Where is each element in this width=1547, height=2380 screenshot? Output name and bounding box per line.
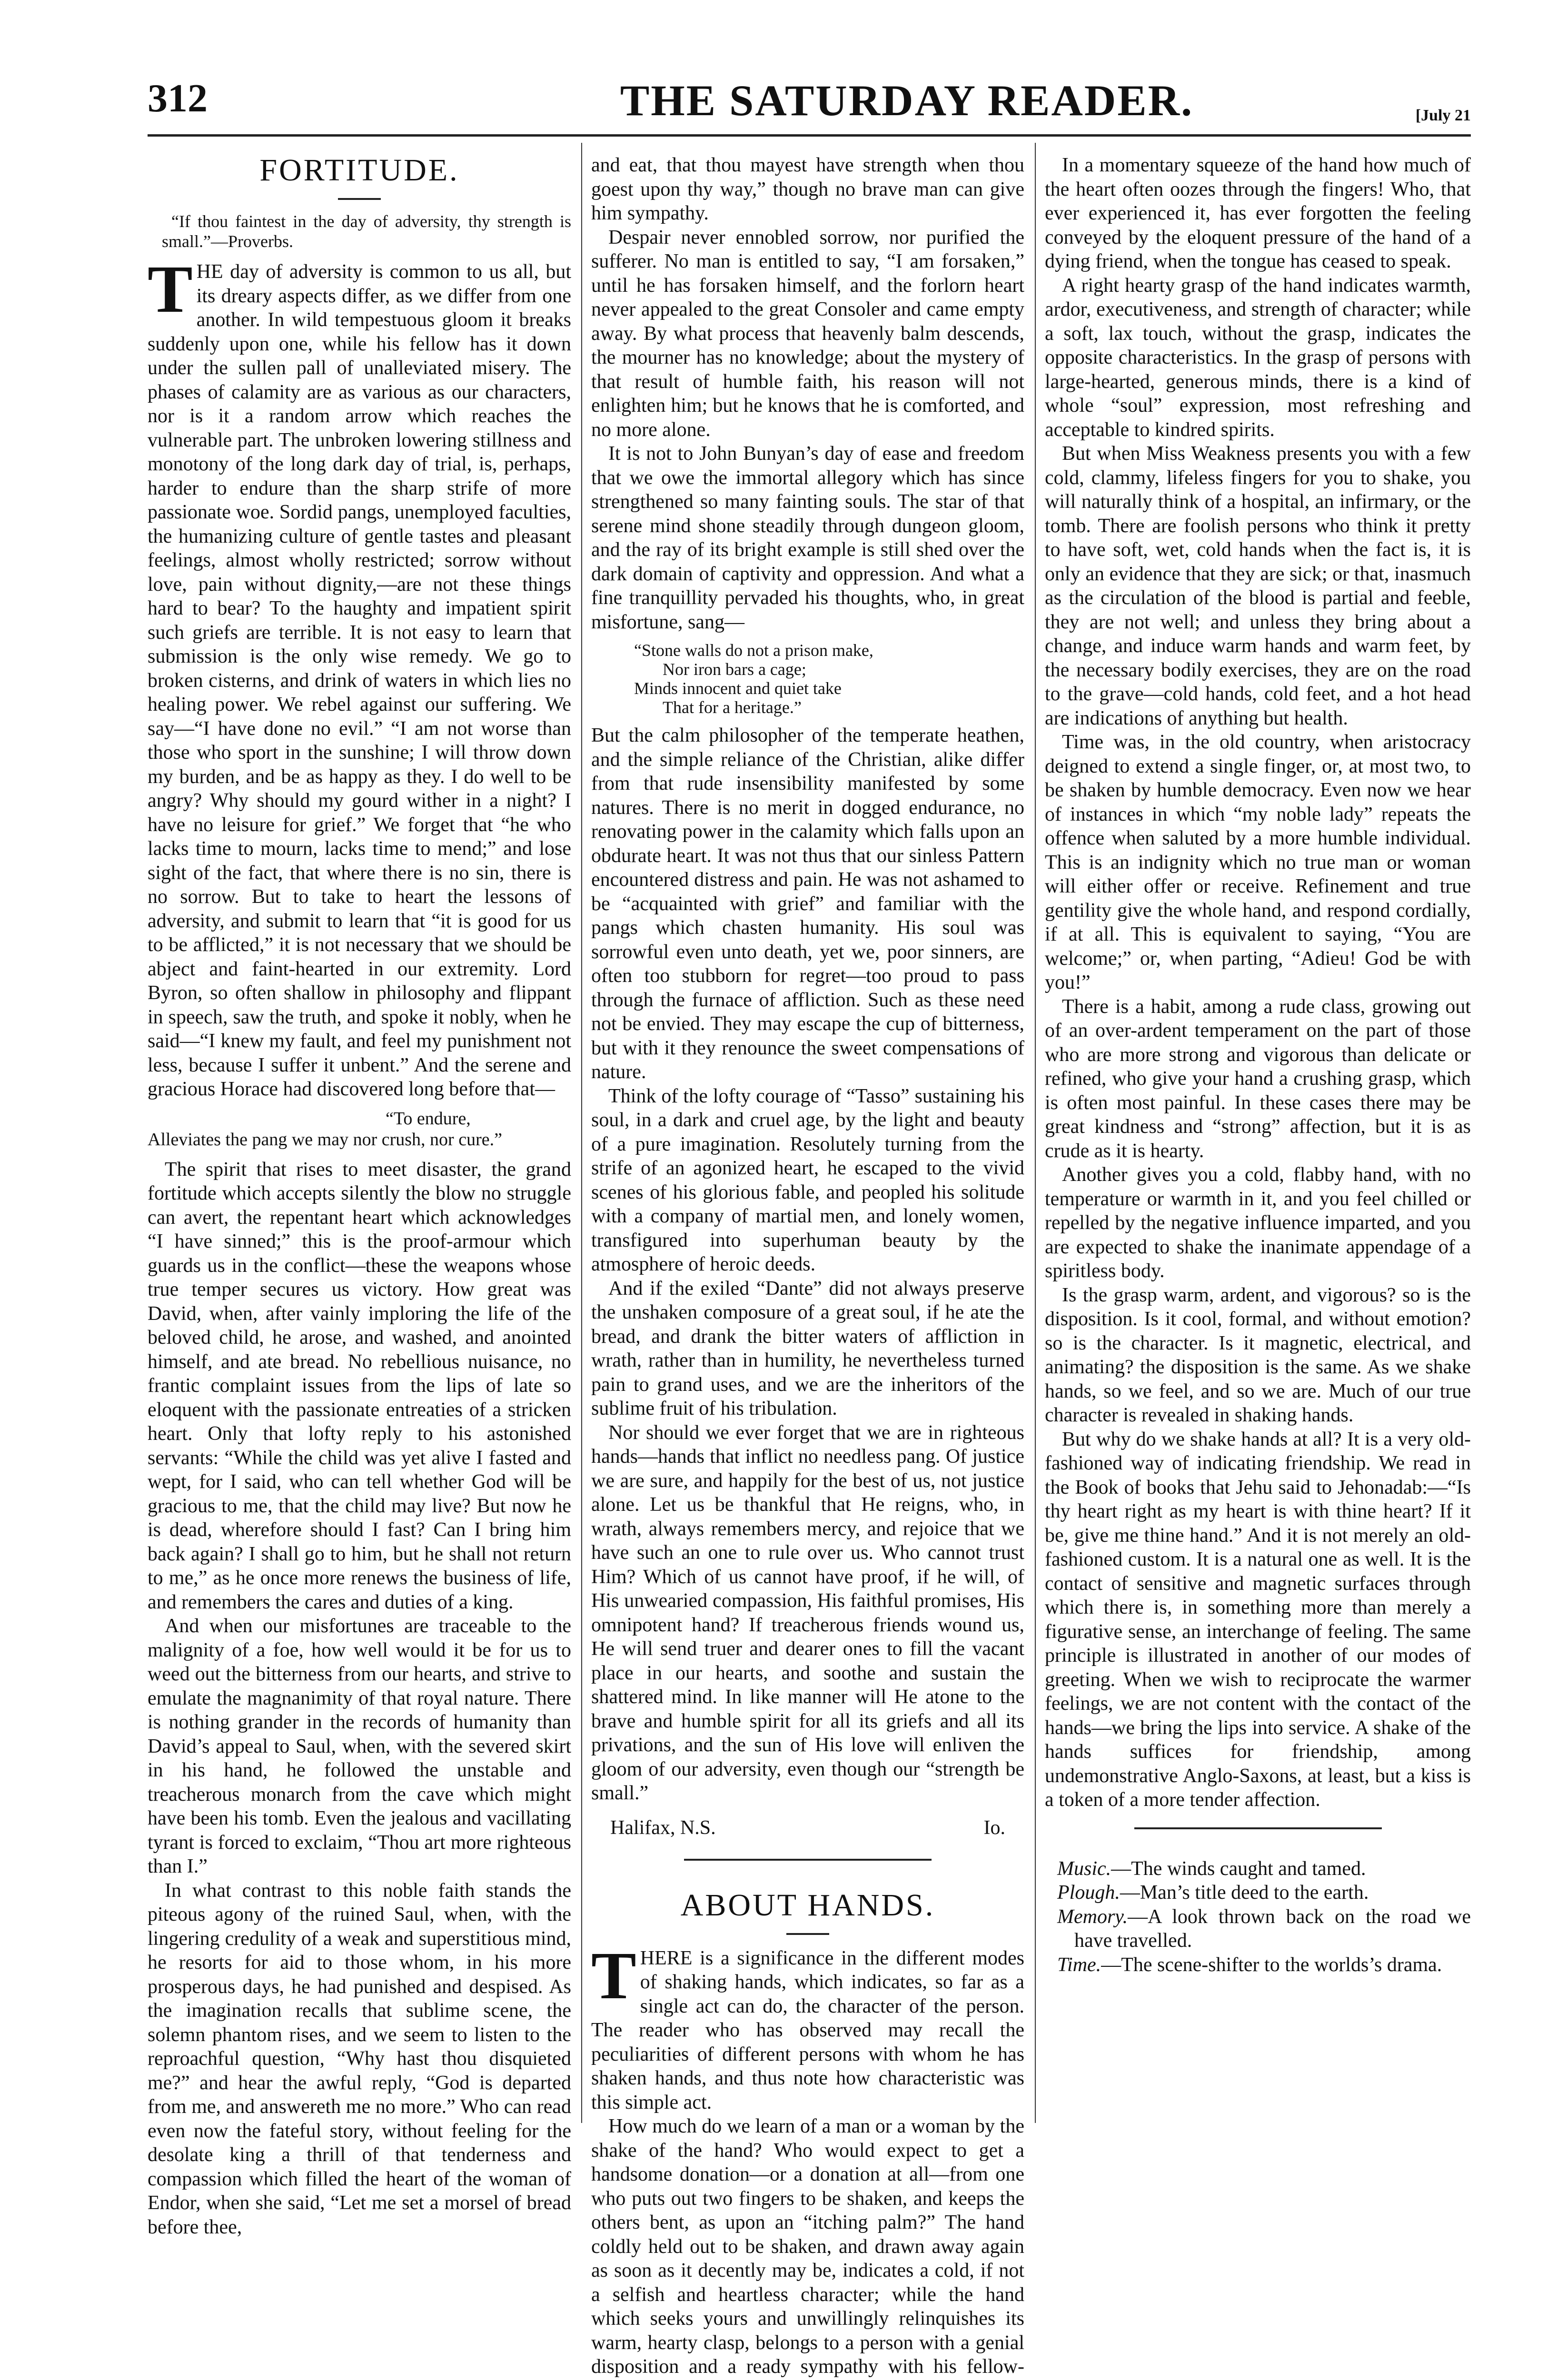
article-paragraph: But the calm philosopher of the temperate heathen, and the simple reliance of the Christian, alike differ from that rude insensibility manifested by some natures. There is no merit in dogged endurance, no renovating power in the calamity which falls upon an obdurate heart. It was not thus that our sinless Pattern encountered distress and pain. He was not ashamed to be “acquainted with grief” and familiar with the pangs which chasten humanity. His soul was sorrowful even unto death, yet we, poor sinners, are often too stubborn for regret—too proud to pass through the furnace of affliction. Such as these need not be envied. They may escape the cup of bitterness, but with it they renounce the sweet compensations of nature. bbox=[591, 724, 1024, 1083]
definition-term: Memory. bbox=[1057, 1905, 1128, 1928]
article-paragraph: THERE is a significance in the different modes of shaking hands, which indicates, so far as a single act can do, the character of the person. The reader who has observed may recall the peculiarities of different persons with whom he has shaken hands, and thus note how characteristic was this simple act. bbox=[591, 1937, 1024, 2113]
title-rule bbox=[786, 1933, 829, 1935]
drop-cap: T bbox=[591, 1937, 636, 2013]
quote-bunyan bbox=[634, 641, 1024, 717]
column-2 bbox=[591, 153, 1024, 2378]
column-separator bbox=[1035, 143, 1036, 2123]
definition-text: —Man’s title deed to the earth. bbox=[1120, 1882, 1369, 1904]
definition-text: —A look thrown back on the road we have travelled. bbox=[1074, 1905, 1471, 1952]
definition-item bbox=[1045, 1881, 1471, 1905]
column-1 bbox=[148, 153, 571, 2238]
article-paragraph: It is not to John Bunyan’s day of ease and freedom that we owe the immortal allegory which has since strengthened so many fainting souls. The star of that serene mind shone steadily through dungeon gloom, and the ray of its bright example is still shed over the dark domain of captivity and oppression. And what a fine tranquillity pervaded his thoughts, who, in great misfortune, sang— bbox=[591, 443, 1024, 633]
definition-text: —The winds caught and tamed. bbox=[1111, 1857, 1366, 1880]
article-paragraph: The spirit that rises to meet disaster, the grand fortitude which accepts silently the blow no struggle can avert, the repentant heart which acknowledges “I have sinned;” this is the proof-armour which guards us in the conflict—these the weapons whose true temper secures us victory. How great was David, when, after vainly imploring the life of the beloved child, he arose, and washed, and anointed himself, and ate bread. No rebellious nuisance, no frantic complaint issues from the lips of late so eloquent with the passionate entreaties of a stricken heart. Only that lofty reply to his astonished servants: “While the child was yet alive I fasted and wept, for I said, who can tell whether God will be gracious to me, that the child may live? But now he is dead, wherefore should I fast? Can I bring him back again? I shall go to him, but he shall not return to me,” as he once more renews the business of life, and remembers the cares and duties of a king. bbox=[148, 1158, 571, 1613]
definition-term: Time. bbox=[1057, 1954, 1101, 1976]
article-paragraph: But when Miss Weakness presents you with a few cold, clammy, lifeless fingers for you to shake, you will naturally think of a hospital, an infirmary, or the tomb. There are foolish persons who think it pretty to have soft, wet, cold hands when the fact is, it is only an evidence that they are sick; or that, inasmuch as the circulation of the blood is partial and feeble, they are not well; and unless they bring about a change, and induce warm hands and warm feet, by the necessary bodily exercises, they are on the road to the grave—cold hands, cold feet, and a hot head are indications of anything but health. bbox=[1045, 443, 1471, 729]
quote-line: Nor iron bars a cage; bbox=[663, 660, 806, 679]
definitions-list bbox=[1045, 1857, 1471, 1977]
quote-horace bbox=[148, 1108, 571, 1150]
quote-line: That for a heritage.” bbox=[663, 698, 802, 717]
article-paragraph: How much do we learn of a man or a woman by the shake of the hand? Who would expect to get a handsome donation—or a donation at all—from one who puts out two fingers to be shaken, and keeps the others bent, as upon an “itching palm?” The hand coldly held out to be shaken, and drawn away again as soon as it decently may be, indicates a cold, if not a selfish and heartless character; while the hand which seeks yours and unwillingly relinquishes its warm, hearty clasp, belongs to a person with a genial disposition and a ready sympathy with his fellow- bbox=[591, 2115, 1024, 2378]
epigraph: “If thou faintest in the day of adversity, thy strength is small.”—Proverbs. bbox=[162, 212, 571, 251]
drop-cap: T bbox=[148, 251, 193, 327]
definition-term: Music. bbox=[1057, 1857, 1111, 1880]
masthead-title: THE SATURDAY READER. bbox=[620, 76, 1194, 125]
article-paragraph: There is a habit, among a rude class, growing out of an over-ardent temperament on the part of those who are more strong and vigorous than delicate or refined, who give your hand a crushing grasp, which is often most painful. In these cases there may be great kindness and “strong” affection, but it is as crude as it is hearty. bbox=[1045, 995, 1471, 1162]
column-3 bbox=[1045, 153, 1471, 2124]
column-separator bbox=[581, 143, 582, 2123]
definition-text: —The scene-shifter to the worlds’s drama. bbox=[1101, 1954, 1442, 1976]
dateline-place: Halifax, N.S. bbox=[610, 1816, 716, 1839]
article-paragraph: In a momentary squeeze of the hand how much of the heart often oozes through the fingers! Who, that ever experienced it, has ever forgotten the feeling conveyed by the eloquent pressure of the hand of a dying friend, when the tongue has ceased to speak. bbox=[1045, 154, 1471, 272]
header-rule bbox=[148, 134, 1471, 137]
section-divider bbox=[1134, 1827, 1382, 1829]
article-title-about-hands: ABOUT HANDS. bbox=[680, 1887, 935, 1923]
article-paragraph: Is the grasp warm, ardent, and vigorous? so is the disposition. Is it cool, formal, and without emotion? so is the character. Is it magnetic, electrical, and animating? the disposition is the same. As we shake hands, so we feel, and so we are. Much of our true character is revealed in shaking hands. bbox=[1045, 1284, 1471, 1426]
article-paragraph: Think of the lofty courage of “Tasso” sustaining his soul, in a dark and cruel age, by the light and beauty of a pure imagination. Resolutely turning from the strife of an agonized heart, he escaped to the vivid scenes of his glorious fable, and peopled his solitude with a company of martial men, and lonely women, transfigured into superhuman beauty by the atmosphere of heroic deeds. bbox=[591, 1085, 1024, 1275]
article-paragraph: And if the exiled “Dante” did not always preserve the unshaken composure of a great soul, if he ate the bread, and drank the bitter waters of affliction in wrath, rather than in humility, he nevertheless turned pain to grand uses, and we are the inheritors of the sublime fruit of his tribulation. bbox=[591, 1277, 1024, 1419]
definition-item bbox=[1045, 1857, 1471, 1881]
signature-line bbox=[591, 1812, 1024, 1844]
title-rule bbox=[338, 198, 381, 200]
quote-line: “To endure, bbox=[386, 1108, 471, 1129]
issue-date: [July 21 bbox=[1415, 107, 1471, 124]
definition-term: Plough. bbox=[1057, 1882, 1120, 1904]
quote-line: Alleviates the pang we may nor crush, nor cure.” bbox=[148, 1129, 502, 1150]
definition-item bbox=[1045, 1953, 1471, 1977]
article-paragraph: But why do we shake hands at all? It is a very old-fashioned way of indicating friendship. We read in the Book of books that Jehu said to Jehonadab:—“Is thy heart right as my heart is with thine heart? If it be, give me thine hand.” And it is not merely an old-fashioned custom. It is a natural one as well. It is the contact of sensitive and magnetic surfaces through which there is, in something more than merely a figurative sense, an interchange of feeling. The same principle is illustrated in another of our modes of greeting. When we wish to reciprocate the warmer feelings, we are not content with the contact of the hands—we bring the lips into service. A shake of the hands suffices for friendship, among undemonstrative Anglo-Saxons, at least, but a kiss is a token of a more tender affection. bbox=[1045, 1428, 1471, 1811]
article-paragraph: THE day of adversity is common to us all, but its dreary aspects differ, as we differ from one another. In wild tempestuous gloom it breaks suddenly upon one, while his fellow has it down under the sullen pall of unalleviated misery. The phases of calamity are as various as our characters, nor is it a random arrow which reaches the vulnerable part. The unbroken lowering stillness and monotony of the long dark day of trial, is, perhaps, harder to endure than the sharp strife of more passionate woe. Sordid pangs, unemployed faculties, the humanizing culture of gentle tastes and pleasant feelings, almost wholly restricted; sorrow without love, pain without dignity,—are not these things hard to bear? To the haughty and impatient spirit such griefs are terrible. It is not easy to learn that submission is the only wise remedy. We go to broken cisterns, and drink of waters in which lies no healing power. We rebel against our suffering. We say—“I have done no evil.” “I am not worse than those who sport in the sunshine; I will throw down my burden, and be as happy as they. I do well to be angry? Why should my gourd wither in a night? I have no leisure for grief.” We forget that “he who lacks time to mourn, lacks time to mend;” and lose sight of the fact, that where there is no sin, there is no sorrow. But to take to heart the lessons of adversity, and submit to learn that “it is good for us to be afflicted,” it is not necessary that we should be abject and faint-hearted in our extremity. Lord Byron, so often shallow in philosophy and flippant in speech, saw the truth, and spoke it nobly, when he said—“I knew my fault, and feel my punishment not less, because I suffer it unbent.” And the serene and gracious Horace had discovered long before that— bbox=[148, 251, 571, 1100]
article-divider bbox=[684, 1859, 932, 1861]
page-number: 312 bbox=[148, 76, 208, 120]
article-paragraph: Another gives you a cold, flabby hand, with no temperature or warmth in it, and you feel chilled or repelled by the negative influence imparted, and you are expected to shake the inanimate appendage of a spiritless body. bbox=[1045, 1164, 1471, 1282]
article-title-fortitude: FORTITUDE. bbox=[259, 153, 459, 188]
article-paragraph: Despair never ennobled sorrow, nor purified the sufferer. No man is entitled to say, “I am forsaken,” until he has forsaken himself, and the forlorn heart never appealed to the great Consoler and came empty away. By what process that heavenly balm descends, the mourner has no knowledge; about the mystery of that result of humble faith, his reason will not enlighten him; but he knows that he is comforted, and no more alone. bbox=[591, 226, 1024, 441]
definition-item bbox=[1045, 1905, 1471, 1953]
article-paragraph: and eat, that thou mayest have strength when thou goest upon thy way,” though no brave man can give him sympathy. bbox=[591, 154, 1024, 224]
article-paragraph: And when our misfortunes are traceable to the malignity of a foe, how well would it be for us to weed out the bitterness from our hearts, and strive to emulate the magnanimity of that royal nature. There is nothing grander in the records of humanity than David’s appeal to Saul, when, with the severed skirt in his hand, he followed the unstable and treacherous monarch from the cave which might have been his tomb. Even the jealous and vacillating tyrant is forced to exclaim, “Thou art more righteous than I.” bbox=[148, 1615, 571, 1877]
quote-line: Minds innocent and quiet take bbox=[634, 679, 842, 698]
article-paragraph: Time was, in the old country, when aristocracy deigned to extend a single finger, or, at most two, to be shaken by humble democracy. Even now we hear of instances in which “my noble lady” repeats the offence when saluted by a more humble individual. This is an indignity which no true man or woman will either offer or receive. Refinement and true gentility give the whole hand, and respond cordially, if at all. This is equivalent to saying, “You are welcome;” or, when parting, “Adieu! God be with you!” bbox=[1045, 731, 1471, 993]
author-signature: Io. bbox=[983, 1816, 1005, 1839]
article-paragraph: In what contrast to this noble faith stands the piteous agony of the ruined Saul, when, with the lingering credulity of a weak and superstitious mind, he resorts for aid to those whom, in his more prosperous days, he had punished and despised. As the imagination recalls that sublime scene, the solemn phantom rises, and we seem to listen to the reproachful question, “Why hast thou disquieted me?” and hear the awful reply, “God is departed from me, and answereth me no more.” Who can read even now the fateful story, without feeling for the desolate king a thrill of that tenderness and compassion which filled the heart of the woman of Endor, when she said, “Let me set a morsel of bread before thee, bbox=[148, 1879, 571, 2238]
quote-line: “Stone walls do not a prison make, bbox=[634, 641, 873, 660]
article-paragraph: Nor should we ever forget that we are in righteous hands—hands that inflict no needless pang. Of justice we are sure, and happily for the best of us, not justice alone. Let us be thankful that He reigns, who, in wrath, always remembers mercy, and rejoice that we have such an one to rule over us. Who cannot trust Him? Which of us cannot have proof, if he will, of His unwearied compassion, His faithful promises, His omnipotent hand? If treacherous friends wound us, He will send truer and dearer ones to fill the vacant place in our hearts, and soothe and sustain the shattered mind. In like manner will He atone to the brave and humble spirit for all its griefs and all its privations, and the sun of His love will enliven the gloom of our adversity, even though our “strength be small.” bbox=[591, 1421, 1024, 1804]
article-paragraph: A right hearty grasp of the hand indicates warmth, ardor, executiveness, and strength of character; while a soft, lax touch, without the grasp, indicates the opposite characteristics. In the grasp of persons with large-hearted, generous minds, there is a kind of whole “soul” expression, most refreshing and acceptable to kindred spirits. bbox=[1045, 274, 1471, 441]
